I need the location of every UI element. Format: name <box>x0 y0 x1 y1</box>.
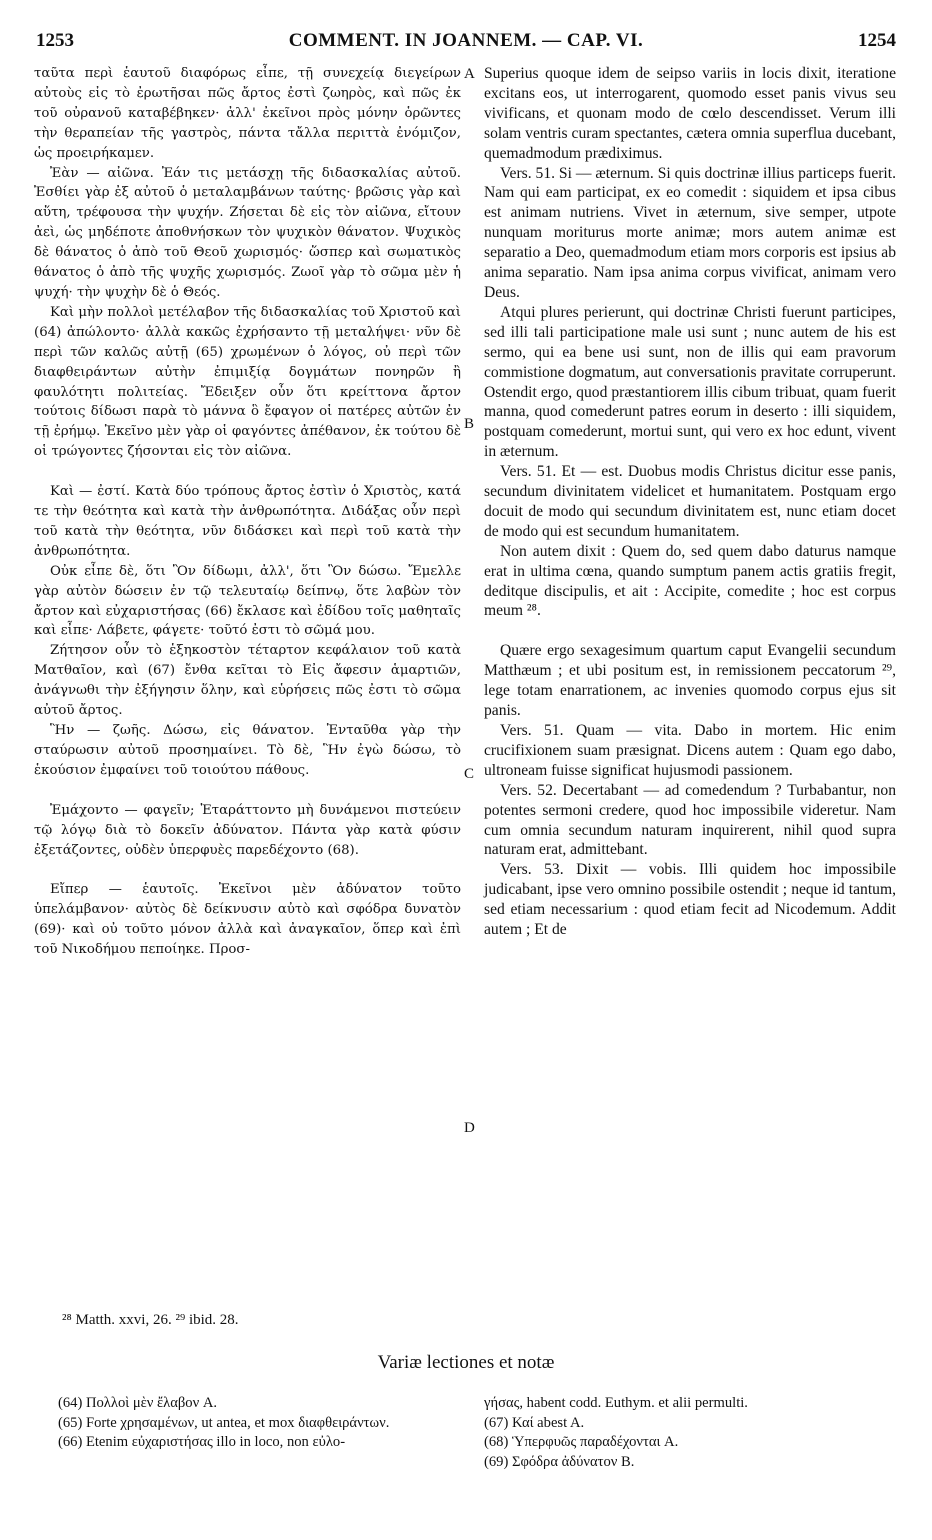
latin-paragraph: Atqui plures perierunt, qui doctrinæ Christi fuerunt participes, sed illi tali participatione male usi sunt ; nunc autem de his est sermo, qui ea bene usi sunt, non de illis qui eam pravorum commistione dogmatum, aut conversationis pravitate corruperunt. Ostendit ergo, quod præstantiorem illis cibum tribuat, quam fuerit manna, quod comederunt patres eorum in deserto : illi siquidem, postquam comederunt, mortui sunt, qui vero ex hoc edunt, vivent in æternum. <box>484 303 896 461</box>
variant-note: (68) Ὑπερφυῶς παραδέχονται A. <box>484 1434 679 1450</box>
variant-note: (69) Σφόδρα ἀδύνατον B. <box>484 1453 635 1470</box>
running-title: COMMENT. IN JOANNEM. — CAP. VI. <box>288 30 644 51</box>
page-number-left: 1253 <box>36 30 74 51</box>
variant-notes-right <box>484 1394 904 1472</box>
latin-paragraph: Quære ergo sexagesimum quartum caput Evangelii secundum Matthæum ; et ubi positum est, in remissionem peccatorum ²⁹, lege totam enarrationem, ac invenies quomodo corpus ejus sit panis. <box>484 642 896 720</box>
latin-column <box>484 64 896 940</box>
margin-marker-c: C <box>464 766 475 782</box>
variant-note: (64) Πολλοὶ μὲν ἔλαβον A. <box>58 1395 218 1411</box>
greek-paragraph: ταῦτα περὶ ἑαυτοῦ διαφόρως εἶπε, τῇ συνεχείᾳ διεγείρων αὐτοὺς εἰς τὸ ἐρωτῆσαι πῶς ἄρτος ἐστὶ ζωηρὸς, καὶ πῶς ἐκ τοῦ οὐρανοῦ καταβέβηκεν· ἀλλ' ἐκεῖνοι πρὸς μόνην ὁρῶντες τὴν θεραπείαν τῆς γαστρὸς, πάντα τἄλλα περιττὰ ἐνόμιζον, ὡς προειρήκαμεν. <box>34 66 461 161</box>
margin-marker-a: A <box>464 66 475 82</box>
latin-paragraph: Vers. 51. Si — æternum. Si quis doctrinæ illius particeps fuerit. Nam qui eam participat, ex eo comedit : siquidem et ipsa cibus est animam nutriens. Vivet in æternum, sive semper, utpote nunquam moriturus morte animæ; mors autem animæ est separatio a Deo, quemadmodum etiam mors corporis est ipsius ab anima separatio. Nam ipsa anima corpus vivificat, animam vero Deus. <box>484 164 896 301</box>
latin-paragraph: Vers. 53. Dixit — vobis. Illi quidem hoc impossibile judicabant, ipse vero omnino possibile ostendit ; neque id tantum, sed etiam necessarium : quod etiam fecit ad Nicodemum. Addit autem ; Et de <box>484 861 896 939</box>
margin-marker-b: B <box>464 416 475 432</box>
latin-paragraph: Vers. 51. Et — est. Duobus modis Christus dicitur esse panis, secundum divinitatem videlicet et humanitatem. Postquam ergo docuit de modo qui secundum divinitatem est, nunc etiam docet de modo qui est secundum humanitatem. <box>484 463 896 540</box>
greek-paragraph: Καὶ μὴν πολλοὶ μετέλαβον τῆς διδασκαλίας τοῦ Χριστοῦ καὶ (64) ἀπώλοντο· ἀλλὰ κακῶς ἐχρήσαντο τῇ μεταλήψει· νῦν δὲ περὶ τῶν καλῶς αὐτῇ (65) χρωμένων ὁ λόγος, οὐ περὶ τῶν διαφθειράντων αὐτὴν ἐπιμιξίᾳ δογμάτων πονηρῶν ἢ φαυλότητι πολιτείας. Ἔδειξεν οὖν ὅτι κρείττονα ἄρτον τούτοις δίδωσι παρὰ τὸ μάννα ὃ ἔφαγον οἱ πατέρες αὐτῶν ἐν τῇ ἐρήμῳ. Ἐκεῖνο μὲν γὰρ οἱ φαγόντες ἀπέθανον, ἐκ τούτου δὲ οἱ τρώγοντες ζήσονται εἰς τὸν αἰῶνα. <box>34 304 461 460</box>
greek-paragraph: Ἣν — ζωῆς. Δώσω, εἰς θάνατον. Ἐνταῦθα γὰρ τὴν σταύρωσιν αὐτοῦ προσημαίνει. Τὸ δὲ, Ἣν ἐγὼ δώσω, τὸ ἑκούσιον ἐμφαίνει τοῦ τοιούτου πάθους. <box>34 723 461 778</box>
margin-marker-d: D <box>464 1120 475 1136</box>
latin-paragraph: Superius quoque idem de seipso variis in locis dixit, iteratione excitans eos, ut interrogarent, quomodo esset panis vivus seu vivificans, et quonam modo de cœlo descendisset. Verum illi solam ventris curam spectantes, cætera omnia superflua ducebant, quemadmodum prædiximus. <box>484 65 896 162</box>
page-header <box>36 30 896 54</box>
greek-paragraph: Οὐκ εἶπε δὲ, ὅτι Ὃν δίδωμι, ἀλλ', ὅτι Ὃν δώσω. Ἔμελλε γὰρ αὐτὸν δώσειν ἐν τῷ τελευταίῳ δείπνῳ, ὅτε λαβὼν τὸν ἄρτον καὶ εὐχαριστήσας (66) ἔκλασε καὶ ἐδίδου τοῖς μαθηταῖς καὶ εἶπε· Λάβετε, φάγετε· τοῦτό ἐστι τὸ σῶμά μου. <box>34 563 461 639</box>
variant-note: (65) Forte χρησαμένων, ut antea, et mox διαφθειράντων. <box>58 1414 390 1431</box>
variant-note: (67) Καί abest A. <box>484 1414 585 1431</box>
scripture-references: ²⁸ Matth. xxvi, 26. ²⁹ ibid. 28. <box>62 1312 239 1328</box>
latin-paragraph: Non autem dixit : Quem do, sed quem dabo daturus namque erat in ultima cœna, quando sumptum panem actis gratiis fregit, deditque discipulis, et ait : Accipite, comedite ; hoc est corpus meum ²⁸. <box>484 542 896 620</box>
variant-note: γήσας, habent codd. Euthym. et alii permulti. <box>484 1395 748 1411</box>
greek-paragraph: Καὶ — ἐστί. Κατὰ δύο τρόπους ἄρτος ἐστὶν ὁ Χριστὸς, κατά τε τὴν θεότητα καὶ κατὰ τὴν ἀνθρωπότητα. Διδάξας οὖν περὶ τοῦ κατὰ τὴν θεότητα, νῦν διδάσκει καὶ περὶ τοῦ κατὰ τὴν ἀνθρωπότητα. <box>34 484 461 559</box>
page-number-right: 1254 <box>858 30 896 51</box>
greek-paragraph: Ἐὰν — αἰῶνα. Ἐάν τις μετάσχῃ τῆς διδασκαλίας αὐτοῦ. Ἐσθίει γὰρ ἐξ αὐτοῦ ὁ μεταλαμβάνων ταύτης· βρῶσις γὰρ καὶ αὕτη, τρέφουσα τὴν ψυχήν. Ζήσεται δὲ εἰς τὸν αἰῶνα, εἴτουν ἀεὶ, ὡς μηδέποτε ἀποθνήσκων τὸν ψυχικὸν θάνατον. Ψυχικὸς δὲ θάνατος ὁ ἀπὸ τοῦ Θεοῦ χωρισμός· ὥσπερ καὶ σωματικὸς θάνατος ὁ ἀπὸ τῆς ψυχῆς χωρισμός. Ζωοῖ γὰρ τὸ σῶμα μὲν ἡ ψυχή· τὴν ψυχὴν δὲ ὁ Θεός. <box>34 165 461 300</box>
greek-paragraph: Ἐμάχοντο — φαγεῖν; Ἐταράττοντο μὴ δυνάμενοι πιστεύειν τῷ λόγῳ διὰ τὸ δοκεῖν ἀδύνατον. Πάντα γὰρ κατὰ φύσιν ἐξετάζοντες, οὐδὲν ὑπερφυὲς παρεδέχοντο (68). <box>34 802 461 858</box>
greek-column <box>34 64 461 960</box>
variants-heading: Variæ lectiones et notæ <box>377 1352 555 1373</box>
greek-paragraph: Εἴπερ — ἑαυτοῖς. Ἐκεῖνοι μὲν ἀδύνατον τοῦτο ὑπελάμβανον· αὐτὸς δὲ δείκνυσιν αὐτὸ καὶ σφόδρα δυνατὸν (69)· καὶ οὐ τοῦτο μόνον ἀλλὰ καὶ ἀναγκαῖον, ὅπερ καὶ ἐπὶ τοῦ Νικοδήμου πεποίηκε. Προσ- <box>34 882 461 958</box>
latin-paragraph: Vers. 52. Decertabant — ad comedendum ? Turbabantur, non potentes sermoni credere, quod hoc impossibile videretur. Nam cum omnia secundum naturam inquirerent, nihil quod supra naturam erat, admittebant. <box>484 781 896 859</box>
greek-paragraph: Ζήτησον οὖν τὸ ἑξηκοστὸν τέταρτον κεφάλαιον τοῦ κατὰ Ματθαῖον, καὶ (67) ἔνθα κεῖται τὸ Εἰς ἄφεσιν ἁμαρτιῶν, ἀνάγνωθι τὴν ἐξήγησιν ὅλην, καὶ εὑρήσεις πῶς ἐστι τὸ σῶμα αὐτοῦ ἄρτος. <box>34 643 461 719</box>
variant-notes-left <box>58 1394 458 1453</box>
latin-paragraph: Vers. 51. Quam — vita. Dabo in mortem. Hic enim crucifixionem suam præsignat. Dicens autem : Quam ego dabo, ultroneam fuisse significat hujusmodi passionem. <box>484 722 896 779</box>
variant-note: (66) Etenim εὐχαριστήσας illo in loco, non εὐλο- <box>58 1434 346 1450</box>
